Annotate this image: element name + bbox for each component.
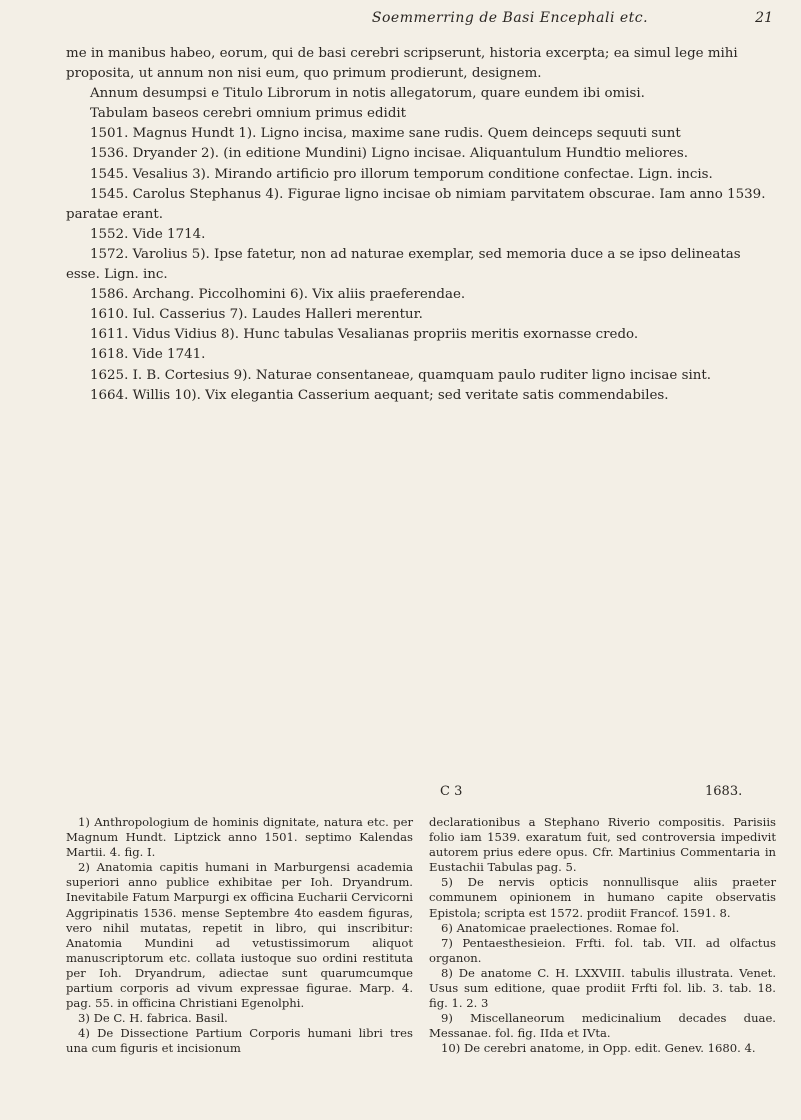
entry-1552: 1552. Vide 1714. (90, 226, 206, 242)
footnote-2: 2) Anatomia capitis humani in Marburgensi academia superiori anno publice exhibitae per Ioh. Dryandrum. Inevitabile Fatum Marpurgi ex officina Eucharii Cervicorni Aggripinatis 1536. mense Septembre 4to easdem figuras, vero nihil mutatas, repetit in libro, qui inscribitur: Anatomia Mundini ad vetustissimorum aliquot manuscriptorum etc. collata iustoque suo ordini restituta per Ioh. Dryandrum, adiectae sunt quarumcumque partium corporis ad vivum expressae figurae. Marp. 4. pag. 55. in officina Christiani Egenolphi. (66, 860, 413, 1011)
footnote-3: 3) De C. H. fabrica. Basil. (78, 1011, 228, 1026)
footnotes-left-column (66, 815, 413, 1057)
main-text (66, 44, 776, 406)
footnote-8: 8) De anatome C. H. LXXVIII. tabulis illustrata. Venet. Usus sum editione, quae prodiit Frfti fol. lib. 3. tab. 18. fig. 1. 2. 3 (429, 965, 776, 1011)
footnote-4-continued: declarationibus a Stephano Riverio compositis. Parisiis folio iam 1539. exaratum fuit, sed controversia impedivit autorem prius edere opus. Cfr. Martinius Commentaria in Eustachii Tabulas pag. 5. (429, 815, 776, 875)
footnotes-right-column (429, 815, 776, 1057)
entry-1501: 1501. Magnus Hundt 1). Ligno incisa, maxime sane rudis. Quem deinceps sequuti sunt (90, 126, 681, 142)
footnote-6: 6) Anatomicae praelectiones. Romae fol. (441, 920, 680, 935)
footnote-10: 10) De cerebri anatome, in Opp. edit. Genev. 1680. 4. (441, 1041, 756, 1056)
footnote-4: 4) De Dissectione Partium Corporis humani libri tres una cum figuris et incisionum (66, 1026, 413, 1056)
entry-1536: 1536. Dryander 2). (in editione Mundini) Ligno incisae. Aliquantulum Hundtio meliores. (90, 146, 688, 162)
signature-line (0, 784, 801, 804)
page-header (0, 10, 801, 36)
footnote-7: 7) Pentaesthesieion. Frfti. fol. tab. VII. ad olfactus organon. (429, 935, 776, 965)
tabulam-intro: Tabulam baseos cerebri omnium primus edidit (90, 106, 407, 122)
entry-1664: 1664. Willis 10). Vix elegantia Casserium aequant; sed veritate satis commendabiles. (90, 387, 669, 403)
running-title: Soemmerring de Basi Encephali etc. (371, 10, 649, 26)
page-number: 21 (755, 10, 773, 26)
footnote-1: 1) Anthropologium de hominis dignitate, natura etc. per Magnum Hundt. Liptzick anno 1501. septimo Kalendas Martii. 4. fig. I. (66, 815, 413, 860)
entry-1545-stephanus: 1545. Carolus Stephanus 4). Figurae ligno incisae ob nimiam parvitatem obscurae. Iam anno 1539. paratae erant. (66, 186, 766, 222)
annum-note: Annum desumpsi e Titulo Librorum in notis allegatorum, quare eundem ibi omisi. (90, 86, 645, 102)
intro-paragraph: me in manibus habeo, eorum, qui de basi cerebri scripserunt, historia excerpta; ea simul lege mihi proposita, ut annum non nisi eum, quo primum prodierunt, designem. (66, 46, 738, 82)
footnotes (66, 815, 776, 1057)
entry-1610: 1610. Iul. Casserius 7). Laudes Halleri merentur. (90, 307, 423, 323)
entry-1572: 1572. Varolius 5). Ipse fatetur, non ad naturae exemplar, sed memoria duce a se ipso delineatas esse. Lign. inc. (66, 246, 741, 283)
entry-1586: 1586. Archang. Piccolhomini 6). Vix aliis praeferendae. (90, 287, 466, 303)
catchword: 1683. (705, 784, 743, 799)
signature-mark: C 3 (440, 784, 463, 799)
footnote-9: 9) Miscellaneorum medicinalium decades duae. Messanae. fol. fig. IIda et IVta. (429, 1011, 776, 1041)
entry-1611: 1611. Vidus Vidius 8). Hunc tabulas Vesalianas propriis meritis exornasse credo. (90, 327, 639, 343)
entry-1545-vesalius: 1545. Vesalius 3). Mirando artificio pro illorum temporum conditione confectae. Lign. incis. (90, 166, 713, 182)
footnote-5: 5) De nervis opticis nonnullisque aliis praeter communem opinionem in humano capite observatis Epistola; scripta est 1572. prodiit Francof. 1591. 8. (429, 875, 776, 920)
entry-1618: 1618. Vide 1741. (90, 347, 206, 363)
entry-1625: 1625. I. B. Cortesius 9). Naturae consentaneae, quamquam paulo ruditer ligno incisae sint. (90, 367, 711, 383)
